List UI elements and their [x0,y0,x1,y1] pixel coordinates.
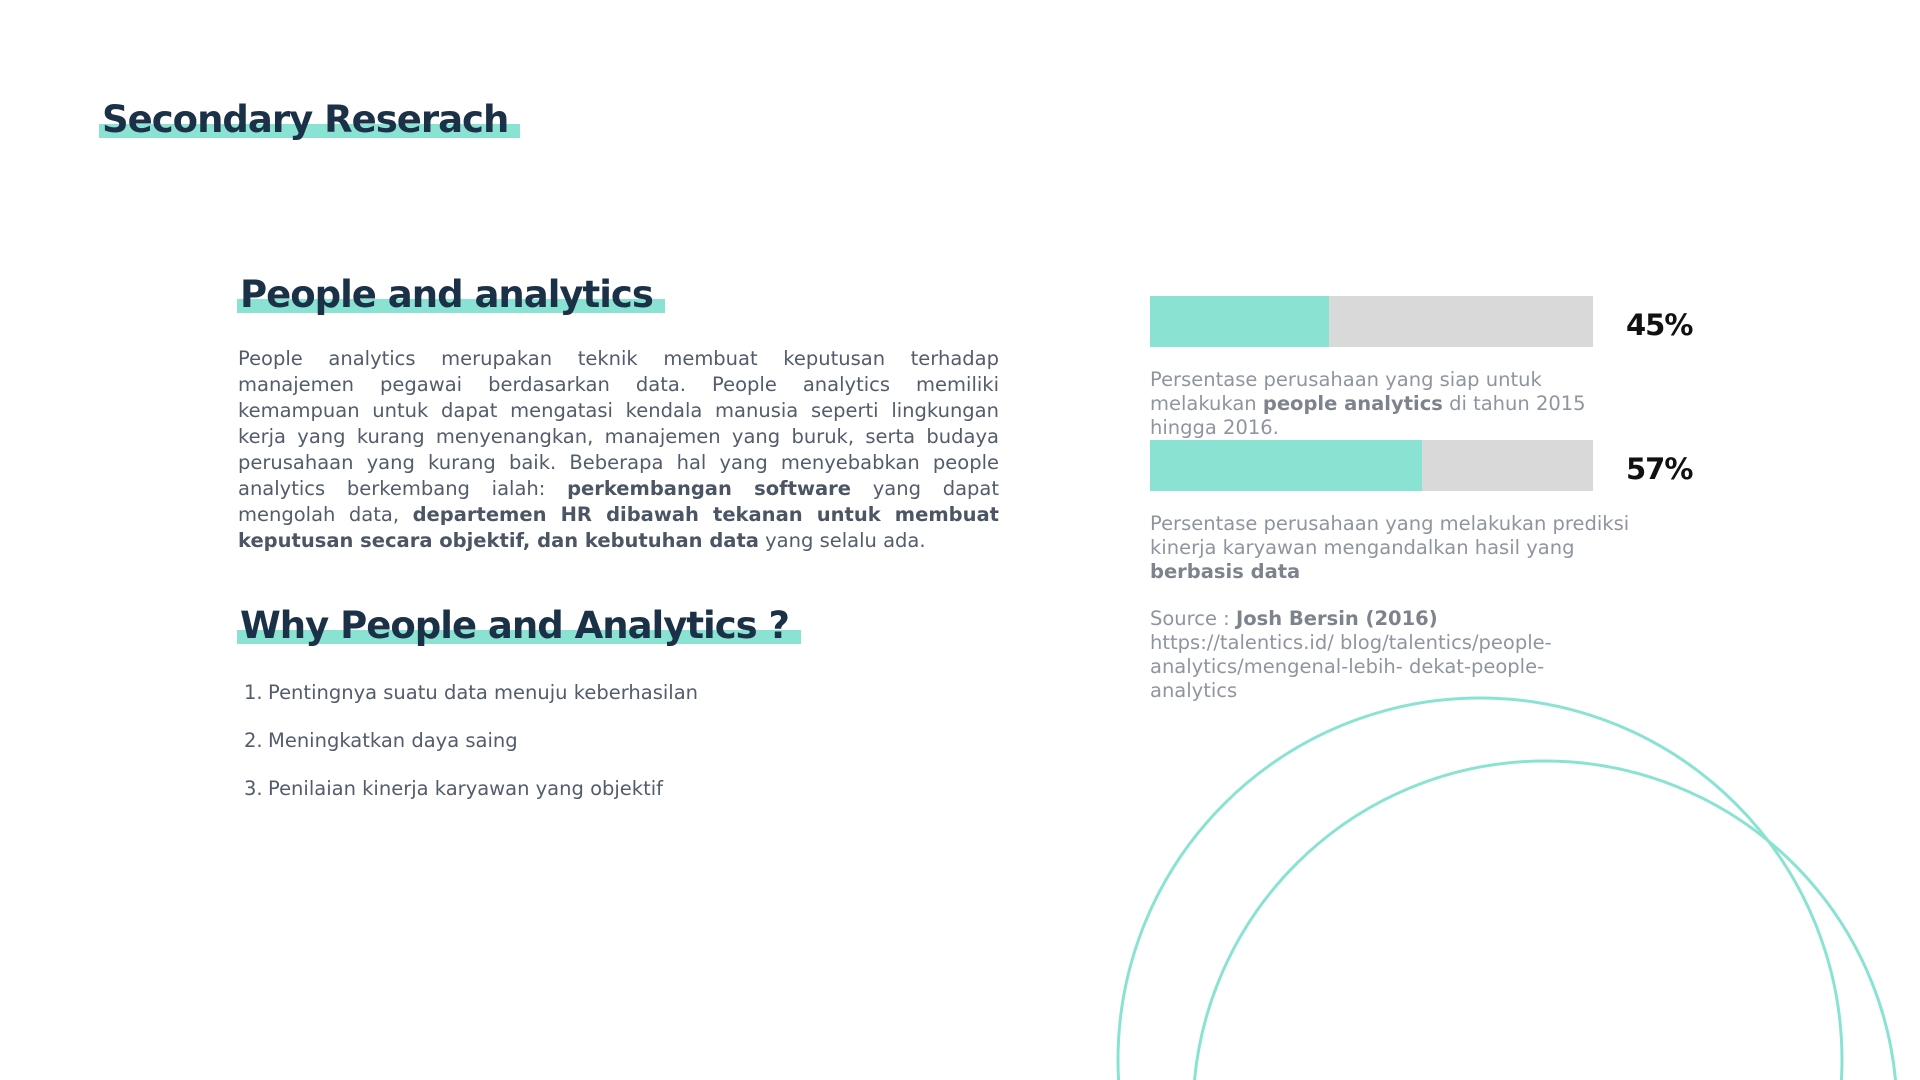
stat-caption-bold: berbasis data [1150,560,1301,583]
stat-caption-post: di tahun 2015 hingga 2016. [1150,392,1586,439]
section-title-why-people-analytics [240,604,789,647]
source-label: Source : [1150,607,1230,630]
stat-caption [1150,512,1640,584]
page-title-text: Secondary Reserach [102,98,509,141]
stat-value: 57% [1626,452,1693,486]
intro-paragraph [238,346,999,554]
source-note [1150,607,1620,703]
page-title [102,98,508,141]
list-item-text: Pentingnya suatu data menuju keberhasilan [268,681,698,704]
list-item-number: 1. [244,681,263,704]
list-item [244,777,698,825]
stat-caption-pre: Persentase perusahaan yang siap untuk melakukan [1150,368,1542,415]
list-item-text: Meningkatkan daya saing [268,729,518,752]
stat-value: 45% [1626,308,1693,342]
section-title-text: People and analytics [240,273,653,316]
progress-bar-fill [1150,440,1422,491]
stat-caption-bold: people analytics [1262,392,1443,415]
paragraph-bold-2: departemen HR dibawah tekanan untuk membuat keputusan secara objektif, dan kebutuhan data [238,503,999,552]
paragraph-bold-1: perkembangan software [567,477,851,500]
paragraph-intro: People analytics merupakan teknik membuat keputusan terhadap manajemen pegawai berdasarkan data. People analytics memiliki kemampuan untuk dapat mengatasi kendala manusia seperti lingkungan kerja yang kurang menyenangkan, manajemen yang buruk, serta budaya perusahaan yang kurang baik. Beberapa hal yang menyebabkan people analytics berkembang ialah: [238,347,999,500]
list-item [244,681,698,729]
decorative-circle-inner [1193,761,1897,1080]
stat-block-2 [1150,440,1700,584]
paragraph-mid-1: yang dapat mengolah data, [238,477,999,526]
reasons-list [244,681,698,825]
progress-bar-fill [1150,296,1329,347]
stat-caption [1150,368,1640,440]
source-url: https://talentics.id/ blog/talentics/people-analytics/mengenal-lebih- dekat-people-analytics [1150,631,1552,702]
list-item [244,729,698,777]
paragraph-end: yang selalu ada. [765,529,926,552]
section-title-text: Why People and Analytics ? [240,604,790,647]
progress-bar-track [1150,440,1593,491]
stat-caption-pre: Persentase perusahaan yang melakukan prediksi kinerja karyawan mengandalkan hasil yang [1150,512,1630,559]
decorative-circle-outer [1118,698,1842,1080]
section-title-people-analytics [240,273,653,316]
progress-bar-track [1150,296,1593,347]
list-item-number: 2. [244,729,263,752]
stat-block-1 [1150,296,1700,440]
list-item-number: 3. [244,777,263,800]
list-item-text: Penilaian kinerja karyawan yang objektif [268,777,664,800]
source-author: Josh Bersin (2016) [1235,607,1438,630]
